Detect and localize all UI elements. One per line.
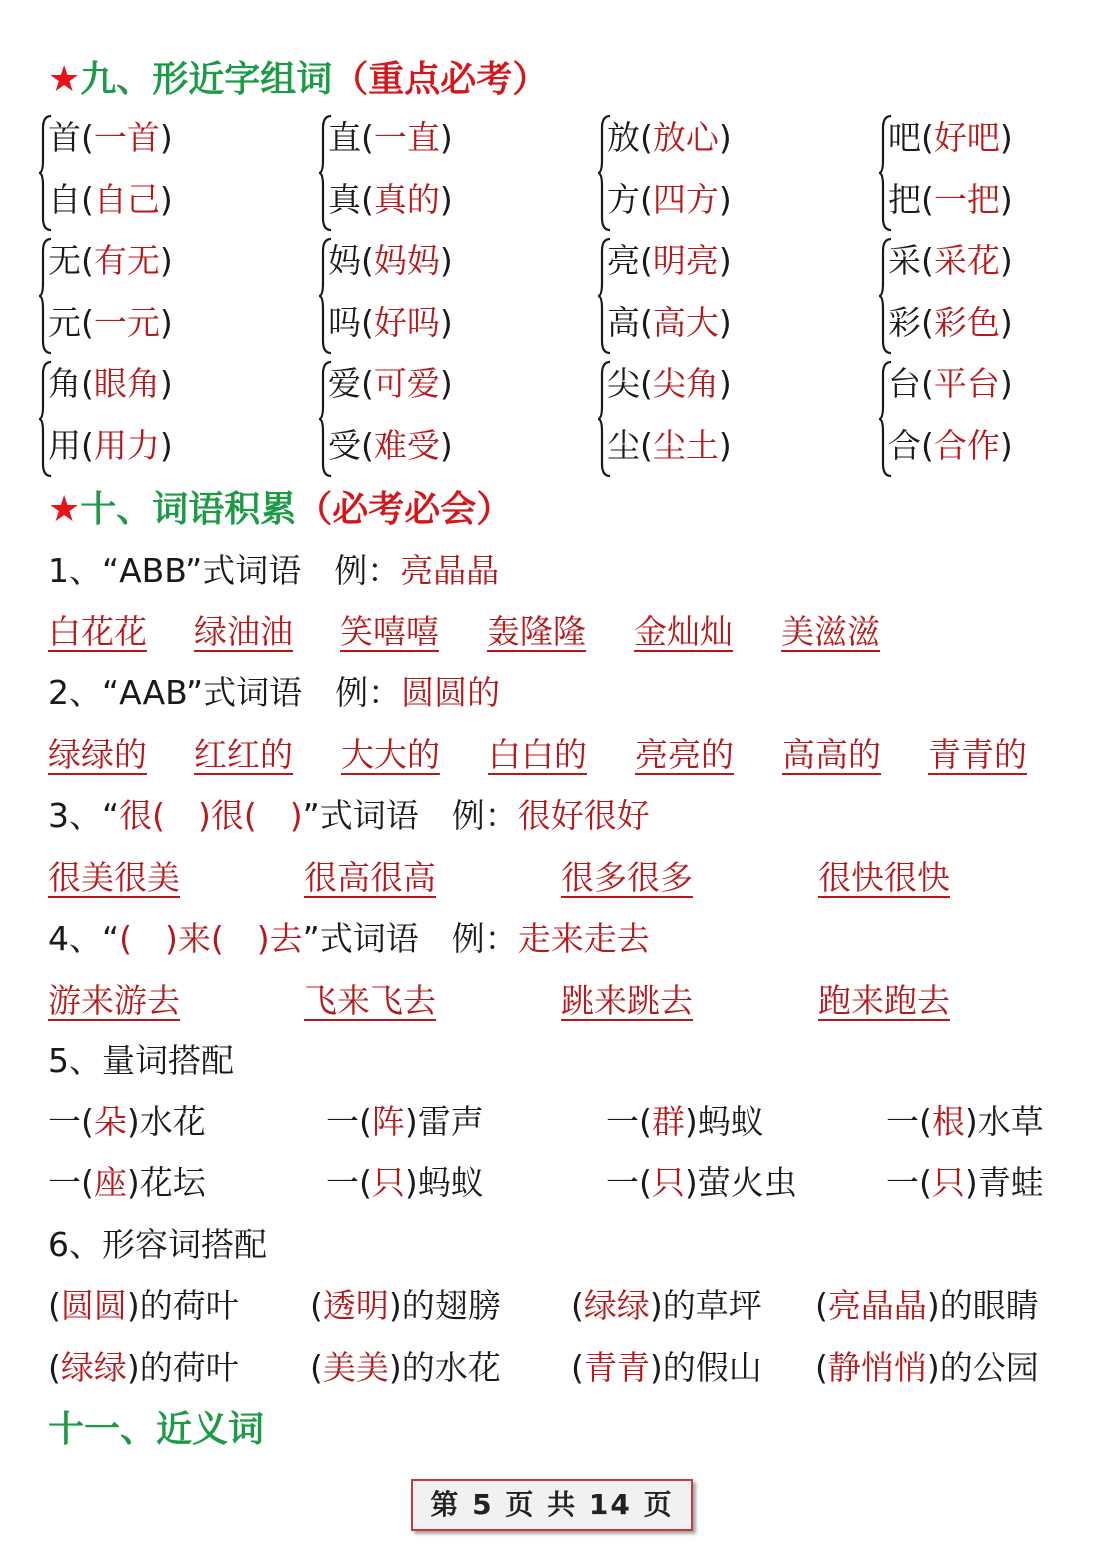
pair-char: 高 [607, 303, 640, 342]
pair-char: 台 [888, 364, 921, 403]
paren-close: ) [718, 303, 732, 342]
abb-word: 金灿灿 [634, 612, 733, 651]
item-suffix: )水花 [126, 1102, 206, 1141]
paren-open: ( [81, 364, 94, 403]
item-answer: 阵 [371, 1102, 405, 1141]
item-answer: 只 [931, 1163, 965, 1202]
aab-word: 白白的 [488, 735, 587, 774]
paren-open: ( [640, 118, 653, 157]
paren-close: ) [159, 180, 173, 219]
hen-word: 很高很高 [304, 858, 436, 897]
measure-item [326, 1101, 484, 1143]
paren-open: ( [921, 426, 934, 465]
paren-open: ( [361, 241, 374, 280]
pair-char: 吧 [888, 118, 921, 157]
paren-open: ( [921, 241, 934, 280]
near-form-group [888, 362, 1104, 480]
pair-word: 一元 [93, 303, 160, 342]
pair-word: 用力 [93, 426, 160, 465]
adjective-item [571, 1285, 762, 1327]
item-prefix: ( [310, 1348, 323, 1387]
item-suffix: )的荷叶 [126, 1286, 239, 1325]
item-prefix: 一( [606, 1163, 652, 1202]
adjective-item [571, 1347, 762, 1389]
near-form-group [888, 116, 1104, 234]
adjective-item [815, 1285, 1039, 1327]
pair-line-1 [328, 118, 453, 158]
aab-word: 绿绿的 [48, 735, 147, 774]
aab-word: 高高的 [782, 735, 881, 774]
page-number: 第 5 页 共 14 页 [411, 1479, 693, 1531]
paren-close: ) [718, 426, 732, 465]
pair-line-2 [48, 426, 173, 466]
pair-word: 好吧 [933, 118, 1000, 157]
paren-close: ) [999, 180, 1013, 219]
measure-label: 5、量词搭配 [48, 1041, 234, 1080]
pair-char: 受 [328, 426, 361, 465]
pair-line-2 [48, 303, 173, 343]
near-form-group [328, 116, 548, 234]
pair-line-1 [48, 118, 173, 158]
paren-open: ( [640, 180, 653, 219]
paren-close: ) [159, 118, 173, 157]
pair-line-2 [328, 303, 453, 343]
pair-line-2 [607, 180, 732, 220]
pair-line-2 [328, 426, 453, 466]
pair-line-2 [607, 426, 732, 466]
pair-word: 高大 [652, 303, 719, 342]
pair-line-1 [328, 241, 453, 281]
section-10-title: 十、词语积累 [80, 489, 297, 530]
star-icon: ★ [48, 489, 81, 530]
item-answer: 美美 [322, 1348, 389, 1387]
pair-line-1 [607, 118, 732, 158]
pair-char: 元 [48, 303, 81, 342]
pair-char: 合 [888, 426, 921, 465]
pair-line-2 [888, 180, 1013, 220]
pair-word: 一首 [93, 118, 160, 157]
item-suffix: )的草坪 [649, 1286, 762, 1325]
abb-word: 笑嘻嘻 [340, 612, 439, 651]
item-prefix: 一( [326, 1102, 372, 1141]
pair-word: 平台 [933, 364, 1000, 403]
aab-example: 圆圆的 [401, 673, 501, 712]
paren-close: ) [999, 118, 1013, 157]
laiqu-prefix: 4、“ [48, 919, 120, 958]
item-prefix: ( [571, 1286, 584, 1325]
adjective-item [310, 1347, 501, 1389]
item-answer: 绿绿 [583, 1286, 650, 1325]
near-form-group [48, 116, 268, 234]
pair-char: 自 [48, 180, 81, 219]
pair-word: 有无 [93, 241, 160, 280]
pair-char: 无 [48, 241, 81, 280]
pair-word: 彩色 [933, 303, 1000, 342]
paren-open: ( [640, 364, 653, 403]
pair-line-2 [888, 426, 1013, 466]
item-suffix: )的眼睛 [926, 1286, 1039, 1325]
pair-line-1 [328, 364, 453, 404]
pair-word: 眼角 [93, 364, 160, 403]
hen-word: 很快很快 [818, 858, 950, 897]
laiqu-label-line [48, 918, 650, 960]
pair-char: 用 [48, 426, 81, 465]
laiqu-word: 跳来跳去 [561, 981, 693, 1020]
hen-example: 很好很好 [517, 796, 650, 835]
item-answer: 朵 [93, 1102, 127, 1141]
pair-char: 方 [607, 180, 640, 219]
item-prefix: 一( [886, 1163, 932, 1202]
pair-char: 尘 [607, 426, 640, 465]
hen-pattern: 很( )很( ) [119, 796, 303, 835]
section-10-note: （必考必会） [296, 489, 513, 530]
paren-close: ) [999, 364, 1013, 403]
item-suffix: )青蛙 [964, 1163, 1044, 1202]
pair-word: 真的 [373, 180, 440, 219]
measure-item [886, 1101, 1044, 1143]
pair-word: 可爱 [373, 364, 440, 403]
hen-suffix: ”式词语 例： [302, 796, 518, 835]
paren-open: ( [361, 303, 374, 342]
measure-item [326, 1162, 484, 1204]
paren-close: ) [439, 426, 453, 465]
near-form-group [48, 362, 268, 480]
aab-word: 亮亮的 [635, 735, 734, 774]
item-prefix: 一( [48, 1102, 94, 1141]
paren-open: ( [81, 118, 94, 157]
pair-word: 明亮 [652, 241, 719, 280]
near-form-group [48, 239, 268, 357]
pair-word: 放心 [652, 118, 719, 157]
pair-line-2 [607, 303, 732, 343]
paren-close: ) [439, 118, 453, 157]
pair-line-1 [888, 364, 1013, 404]
paren-close: ) [718, 241, 732, 280]
paren-close: ) [159, 364, 173, 403]
adjective-item [48, 1347, 239, 1389]
star-icon: ★ [48, 59, 81, 100]
item-suffix: )雷声 [404, 1102, 484, 1141]
aab-label-line [48, 672, 500, 714]
paren-open: ( [921, 303, 934, 342]
adjective-item [310, 1285, 501, 1327]
item-suffix: )的公园 [926, 1348, 1039, 1387]
section-9-heading [48, 58, 548, 102]
paren-close: ) [999, 303, 1013, 342]
hen-word: 很多很多 [561, 858, 693, 897]
pair-line-2 [328, 180, 453, 220]
item-suffix: )的假山 [649, 1348, 762, 1387]
laiqu-word: 跑来跑去 [818, 981, 950, 1020]
pair-char: 妈 [328, 241, 361, 280]
item-suffix: )花坛 [126, 1163, 206, 1202]
item-prefix: 一( [48, 1163, 94, 1202]
laiqu-word: 飞来飞去 [304, 981, 436, 1020]
item-answer: 青青 [583, 1348, 650, 1387]
pair-line-1 [48, 364, 173, 404]
paren-close: ) [718, 118, 732, 157]
laiqu-suffix: ”式词语 例： [302, 919, 518, 958]
item-suffix: )水草 [964, 1102, 1044, 1141]
pair-word: 自己 [93, 180, 160, 219]
paren-open: ( [640, 241, 653, 280]
item-suffix: )萤火虫 [684, 1163, 797, 1202]
laiqu-pattern: ( )来( )去 [119, 919, 303, 958]
pair-word: 难受 [373, 426, 440, 465]
pair-line-2 [888, 303, 1013, 343]
pair-line-1 [48, 241, 173, 281]
item-answer: 只 [371, 1163, 405, 1202]
item-answer: 座 [93, 1163, 127, 1202]
near-form-group [607, 116, 827, 234]
measure-item [886, 1162, 1044, 1204]
item-answer: 绿绿 [60, 1348, 127, 1387]
pair-char: 彩 [888, 303, 921, 342]
pair-word: 四方 [652, 180, 719, 219]
item-suffix: )蚂蚁 [684, 1102, 764, 1141]
pair-line-1 [888, 241, 1013, 281]
pair-line-1 [888, 118, 1013, 158]
item-answer: 群 [651, 1102, 685, 1141]
paren-close: ) [159, 426, 173, 465]
measure-item [606, 1101, 764, 1143]
pair-word: 一把 [933, 180, 1000, 219]
item-suffix: )蚂蚁 [404, 1163, 484, 1202]
item-answer: 静悄悄 [827, 1348, 927, 1387]
paren-open: ( [921, 118, 934, 157]
abb-word: 轰隆隆 [487, 612, 586, 651]
near-form-group [607, 239, 827, 357]
paren-open: ( [81, 180, 94, 219]
item-answer: 根 [931, 1102, 965, 1141]
pair-char: 直 [328, 118, 361, 157]
pair-line-1 [607, 364, 732, 404]
item-answer: 只 [651, 1163, 685, 1202]
paren-close: ) [718, 180, 732, 219]
aab-word: 大大的 [341, 735, 440, 774]
pair-line-2 [48, 180, 173, 220]
adjective-item [815, 1347, 1039, 1389]
paren-open: ( [81, 241, 94, 280]
measure-item [48, 1101, 206, 1143]
item-answer: 透明 [322, 1286, 389, 1325]
pair-word: 合作 [933, 426, 1000, 465]
item-prefix: ( [815, 1286, 828, 1325]
aab-label: 2、“AAB”式词语 例： [48, 673, 402, 712]
abb-label-line [48, 550, 499, 592]
paren-open: ( [361, 364, 374, 403]
item-prefix: ( [571, 1348, 584, 1387]
pair-word: 一直 [373, 118, 440, 157]
pair-char: 真 [328, 180, 361, 219]
paren-open: ( [81, 303, 94, 342]
pair-char: 吗 [328, 303, 361, 342]
paren-open: ( [81, 426, 94, 465]
item-prefix: 一( [326, 1163, 372, 1202]
paren-close: ) [439, 364, 453, 403]
section-9-note: （重点必考） [332, 59, 549, 100]
adjective-label: 6、形容词搭配 [48, 1225, 267, 1264]
paren-open: ( [921, 180, 934, 219]
section-9-title: 九、形近字组词 [80, 59, 333, 100]
item-prefix: ( [48, 1348, 61, 1387]
pair-word: 采花 [933, 241, 1000, 280]
item-prefix: ( [815, 1348, 828, 1387]
pair-char: 亮 [607, 241, 640, 280]
paren-close: ) [159, 241, 173, 280]
pair-char: 尖 [607, 364, 640, 403]
pair-word: 尘土 [652, 426, 719, 465]
pair-char: 首 [48, 118, 81, 157]
measure-item [606, 1162, 797, 1204]
paren-open: ( [361, 118, 374, 157]
adjective-item [48, 1285, 239, 1327]
laiqu-word: 游来游去 [48, 981, 180, 1020]
paren-open: ( [640, 303, 653, 342]
paren-open: ( [361, 180, 374, 219]
pair-char: 采 [888, 241, 921, 280]
abb-word: 美滋滋 [781, 612, 880, 651]
pair-word: 好吗 [373, 303, 440, 342]
item-prefix: 一( [886, 1102, 932, 1141]
item-prefix: ( [48, 1286, 61, 1325]
near-form-group [888, 239, 1104, 357]
paren-open: ( [921, 364, 934, 403]
section-11-heading: 十一、近义词 [48, 1409, 265, 1450]
item-answer: 圆圆 [60, 1286, 127, 1325]
aab-word: 红红的 [194, 735, 293, 774]
item-suffix: )的荷叶 [126, 1348, 239, 1387]
paren-open: ( [361, 426, 374, 465]
paren-close: ) [999, 241, 1013, 280]
pair-word: 尖角 [652, 364, 719, 403]
abb-word: 白花花 [48, 612, 147, 651]
paren-close: ) [159, 303, 173, 342]
item-answer: 亮晶晶 [827, 1286, 927, 1325]
item-suffix: )的翅膀 [388, 1286, 501, 1325]
near-form-group [328, 239, 548, 357]
section-10-heading [48, 488, 512, 532]
near-form-group [607, 362, 827, 480]
pair-char: 爱 [328, 364, 361, 403]
pair-line-1 [607, 241, 732, 281]
paren-close: ) [439, 180, 453, 219]
item-prefix: 一( [606, 1102, 652, 1141]
laiqu-example: 走来走去 [517, 919, 650, 958]
pair-char: 把 [888, 180, 921, 219]
pair-word: 妈妈 [373, 241, 440, 280]
hen-prefix: 3、“ [48, 796, 120, 835]
measure-item [48, 1162, 206, 1204]
abb-label: 1、“ABB”式词语 例： [48, 551, 401, 590]
near-form-group [328, 362, 548, 480]
item-prefix: ( [310, 1286, 323, 1325]
pair-char: 角 [48, 364, 81, 403]
hen-word: 很美很美 [48, 858, 180, 897]
paren-close: ) [439, 303, 453, 342]
paren-close: ) [718, 364, 732, 403]
abb-word: 绿油油 [194, 612, 293, 651]
paren-close: ) [439, 241, 453, 280]
abb-example: 亮晶晶 [400, 551, 500, 590]
aab-word: 青青的 [928, 735, 1027, 774]
paren-open: ( [640, 426, 653, 465]
item-suffix: )的水花 [388, 1348, 501, 1387]
paren-close: ) [999, 426, 1013, 465]
hen-label-line [48, 795, 650, 837]
pair-char: 放 [607, 118, 640, 157]
